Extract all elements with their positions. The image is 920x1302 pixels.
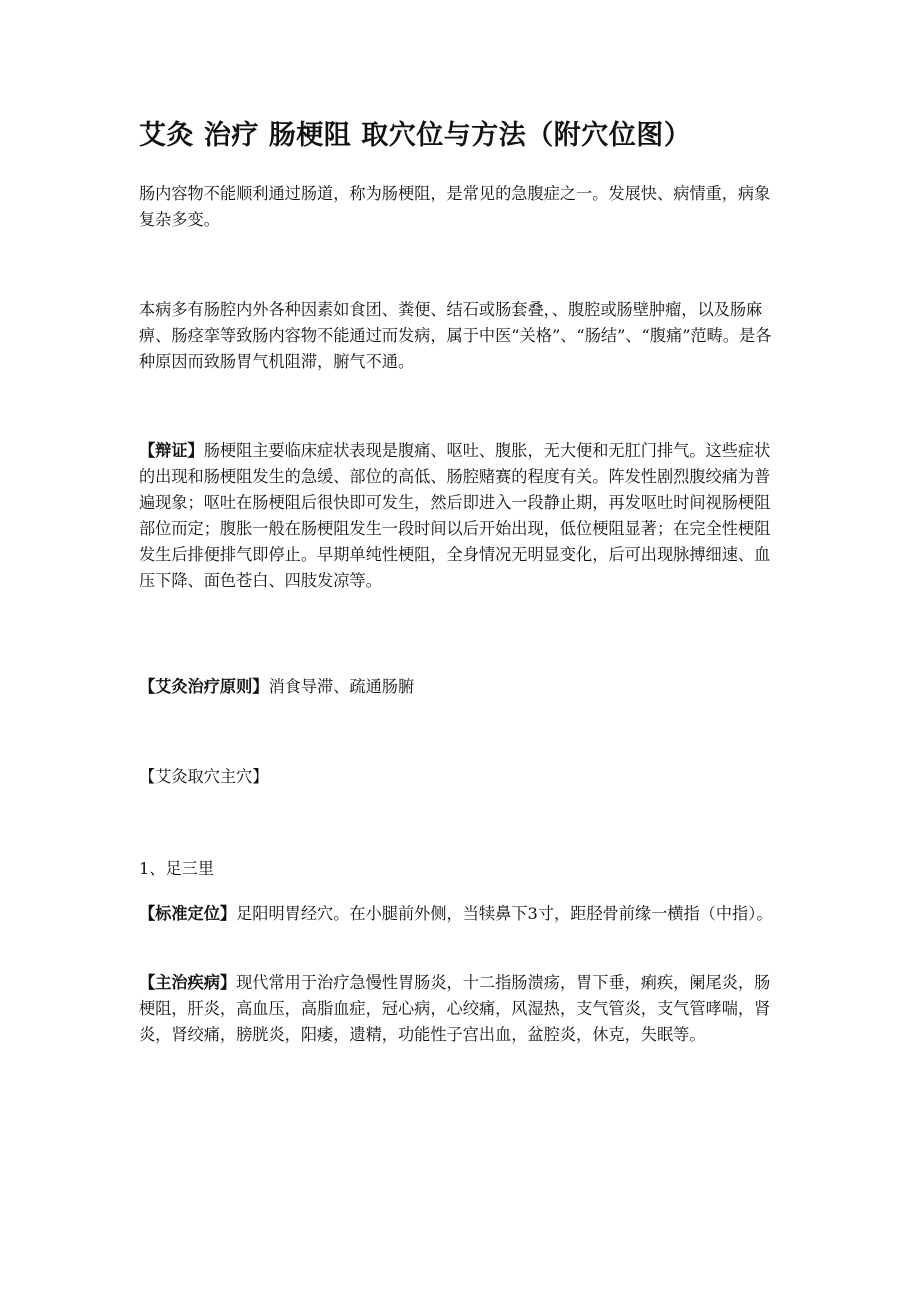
- section-label-location: 【标准定位】: [139, 904, 237, 923]
- diagnosis-text: 肠梗阻主要临床症状表现是腹痛、呕吐、腹胀，无大便和无肛门排气。这些症状的出现和肠梗阻发生的急缓、部位的高低、肠腔赌赛的程度有关。阵发性剧烈腹绞痛为普遍现象；呕吐在肠梗阻后很快即可发生，然后即进入一段静止期，再发呕吐时间视肠梗阻部位而定；腹胀一般在肠梗阻发生一段时间以后开始出现，低位梗阻显著；在完全性梗阻发生后排便排气即停止。早期单纯性梗阻，全身情况无明显变化，后可出现脉搏细速、血压下降、面色苍白、四肢发凉等。: [139, 441, 771, 590]
- document-title: 艾灸 治疗 肠梗阻 取穴位与方法（附穴位图）: [139, 120, 692, 151]
- paragraph-principle: [139, 674, 779, 700]
- paragraph-diagnosis: [139, 438, 779, 594]
- section-heading-main-points: 【艾灸取穴主穴】: [139, 767, 269, 786]
- principle-text: 消食导滞、疏通肠腑: [268, 677, 415, 696]
- paragraph-indication: [139, 970, 779, 1048]
- section-label-principle: 【艾灸治疗原则】: [139, 677, 269, 696]
- indication-text: 现代常用于治疗急慢性胃肠炎，十二指肠溃疡，胃下垂，痢疾，阑尾炎，肠梗阻，肝炎，高血压，高脂血症，冠心病，心绞痛，风湿热，支气管炎，支气管哮喘，肾炎，肾绞痛，膀胱炎，阳痿，遗精，功能性子宫出血，盆腔炎，休克，失眠等。: [139, 973, 771, 1044]
- acupoint-heading: 1、足三里: [139, 859, 215, 878]
- section-label-indication: 【主治疾病】: [139, 973, 237, 992]
- location-text: 足阳明胃经穴。在小腿前外侧，当犊鼻下3寸，距胫骨前缘一横指（中指）。: [236, 904, 773, 923]
- paragraph-location: [139, 901, 779, 927]
- paragraph-intro: 肠内容物不能顺利通过肠道，称为肠梗阻，是常见的急腹症之一。发展快、病情重，病象复杂多变。: [139, 184, 771, 229]
- paragraph-cause: 本病多有肠腔内外各种因素如食团、粪便、结石或肠套叠，、腹腔或肠壁肿瘤，以及肠麻痹、肠痉挛等致肠内容物不能通过而发病，属于中医“关格”、“肠结”、“腹痛”范畴。是各种原因而致肠胃气机阻滞，腑气不通。: [139, 300, 772, 371]
- section-label-diagnosis: 【辩证】: [139, 441, 204, 460]
